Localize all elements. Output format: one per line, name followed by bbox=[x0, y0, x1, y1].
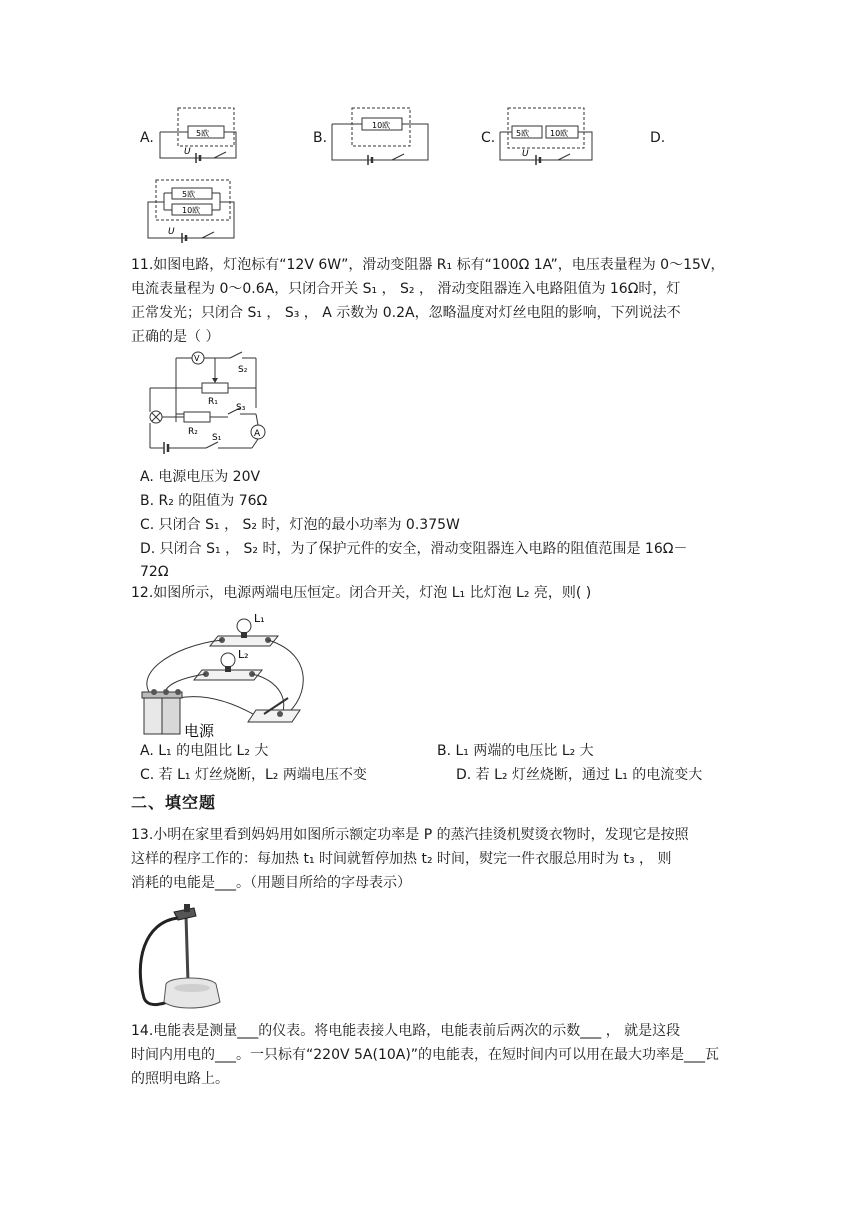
svg-text:V: V bbox=[194, 354, 200, 363]
svg-text:S₁: S₁ bbox=[212, 433, 222, 443]
q12-option-a: A. L₁ 的电阻比 L₂ 大 bbox=[140, 743, 269, 759]
q11-option-b: B. R₂ 的阻值为 76Ω bbox=[140, 493, 268, 509]
svg-text:10欧: 10欧 bbox=[182, 206, 201, 215]
svg-text:U: U bbox=[168, 227, 175, 237]
svg-text:U: U bbox=[184, 147, 191, 157]
circuit-figure-a bbox=[156, 104, 240, 164]
q11-stem-line-3: 正常发光；只闭合 S₁ ， S₃ ， A 示数为 0.2A，忽略温度对灯丝电阻的影响，下列说法不 bbox=[131, 305, 681, 321]
svg-text:L₁: L₁ bbox=[254, 612, 265, 625]
svg-text:5欧: 5欧 bbox=[196, 129, 210, 138]
q12-option-d: D. 若 L₂ 灯丝烧断，通过 L₁ 的电流变大 bbox=[456, 767, 703, 783]
q11-stem-line-4: 正确的是（ ） bbox=[131, 329, 220, 345]
q13-stem-line-1: 13.小明在家里看到妈妈用如图所示额定功率是 P 的蒸汽挂烫机熨烫衣物时，发现它是按照 bbox=[131, 827, 689, 843]
svg-text:L₂: L₂ bbox=[238, 648, 249, 661]
q11-circuit-figure bbox=[142, 350, 272, 458]
option-a-label: A. bbox=[140, 130, 154, 146]
svg-text:10欧: 10欧 bbox=[550, 129, 569, 138]
option-b-label: B. bbox=[313, 130, 328, 146]
q11-option-d-line-1: D. 只闭合 S₁ ， S₂ 时，为了保护元件的安全，滑动变阻器连入电路的阻值范围是 16Ω－ bbox=[140, 541, 688, 557]
svg-text:R₁: R₁ bbox=[208, 397, 218, 407]
svg-text:5欧: 5欧 bbox=[516, 129, 530, 138]
q11-option-c: C. 只闭合 S₁ ， S₂ 时，灯泡的最小功率为 0.375W bbox=[140, 517, 460, 533]
q14-stem-line-1: 14.电能表是测量___的仪表。将电能表接人电路，电能表前后两次的示数___ ， 就是这段 bbox=[131, 1023, 681, 1039]
q11-option-d-line-2: 72Ω bbox=[140, 564, 169, 580]
q12-stem: 12.如图所示，电源两端电压恒定。闭合开关，灯泡 L₁ 比灯泡 L₂ 亮，则( ) bbox=[131, 585, 592, 601]
circuit-figure-c bbox=[496, 104, 596, 166]
q14-stem-line-3: 的照明电路上。 bbox=[131, 1071, 229, 1087]
svg-text:A: A bbox=[254, 429, 261, 439]
q11-option-a: A. 电源电压为 20V bbox=[140, 469, 261, 485]
option-d-label: D. bbox=[650, 130, 666, 146]
svg-text:U: U bbox=[522, 149, 529, 159]
q11-stem-line-1: 11.如图电路，灯泡标有“12V 6W”，滑动变阻器 R₁ 标有“100Ω 1A”，电压表量程为 0～15V， bbox=[131, 257, 725, 273]
q14-stem-line-2: 时间内用电的___。一只标有“220V 5A(10A)”的电能表，在短时间内可以用在最大功率是___瓦 bbox=[131, 1047, 720, 1063]
q13-stem-line-3: 消耗的电能是___。（用题目所给的字母表示） bbox=[131, 875, 411, 891]
svg-text:R₂: R₂ bbox=[188, 427, 198, 437]
q11-stem-line-2: 电流表量程为 0～0.6A，只闭合开关 S₁ ， S₂ ， 滑动变阻器连入电路阻值为 16Ω时，灯 bbox=[131, 281, 681, 297]
svg-text:5欧: 5欧 bbox=[182, 190, 196, 199]
q12-option-b: B. L₁ 两端的电压比 L₂ 大 bbox=[437, 743, 594, 759]
q12-circuit-figure bbox=[130, 606, 310, 740]
section-title-fill-in: 二、填空题 bbox=[131, 793, 217, 812]
svg-text:S₃: S₃ bbox=[236, 403, 246, 413]
q12-option-c: C. 若 L₁ 灯丝烧断，L₂ 两端电压不变 bbox=[140, 767, 367, 783]
q13-stem-line-2: 这样的程序工作的：每加热 t₁ 时间就暂停加热 t₂ 时间，熨完一件衣服总用时为 t₃ ， 则 bbox=[131, 851, 672, 867]
circuit-figure-b bbox=[328, 106, 432, 166]
svg-text:10欧: 10欧 bbox=[372, 121, 391, 130]
option-c-label: C. bbox=[481, 130, 496, 146]
circuit-figure-d bbox=[142, 176, 238, 246]
svg-text:S₂: S₂ bbox=[238, 365, 248, 375]
garment-steamer-figure bbox=[134, 902, 230, 1012]
svg-text:电源: 电源 bbox=[184, 722, 215, 740]
